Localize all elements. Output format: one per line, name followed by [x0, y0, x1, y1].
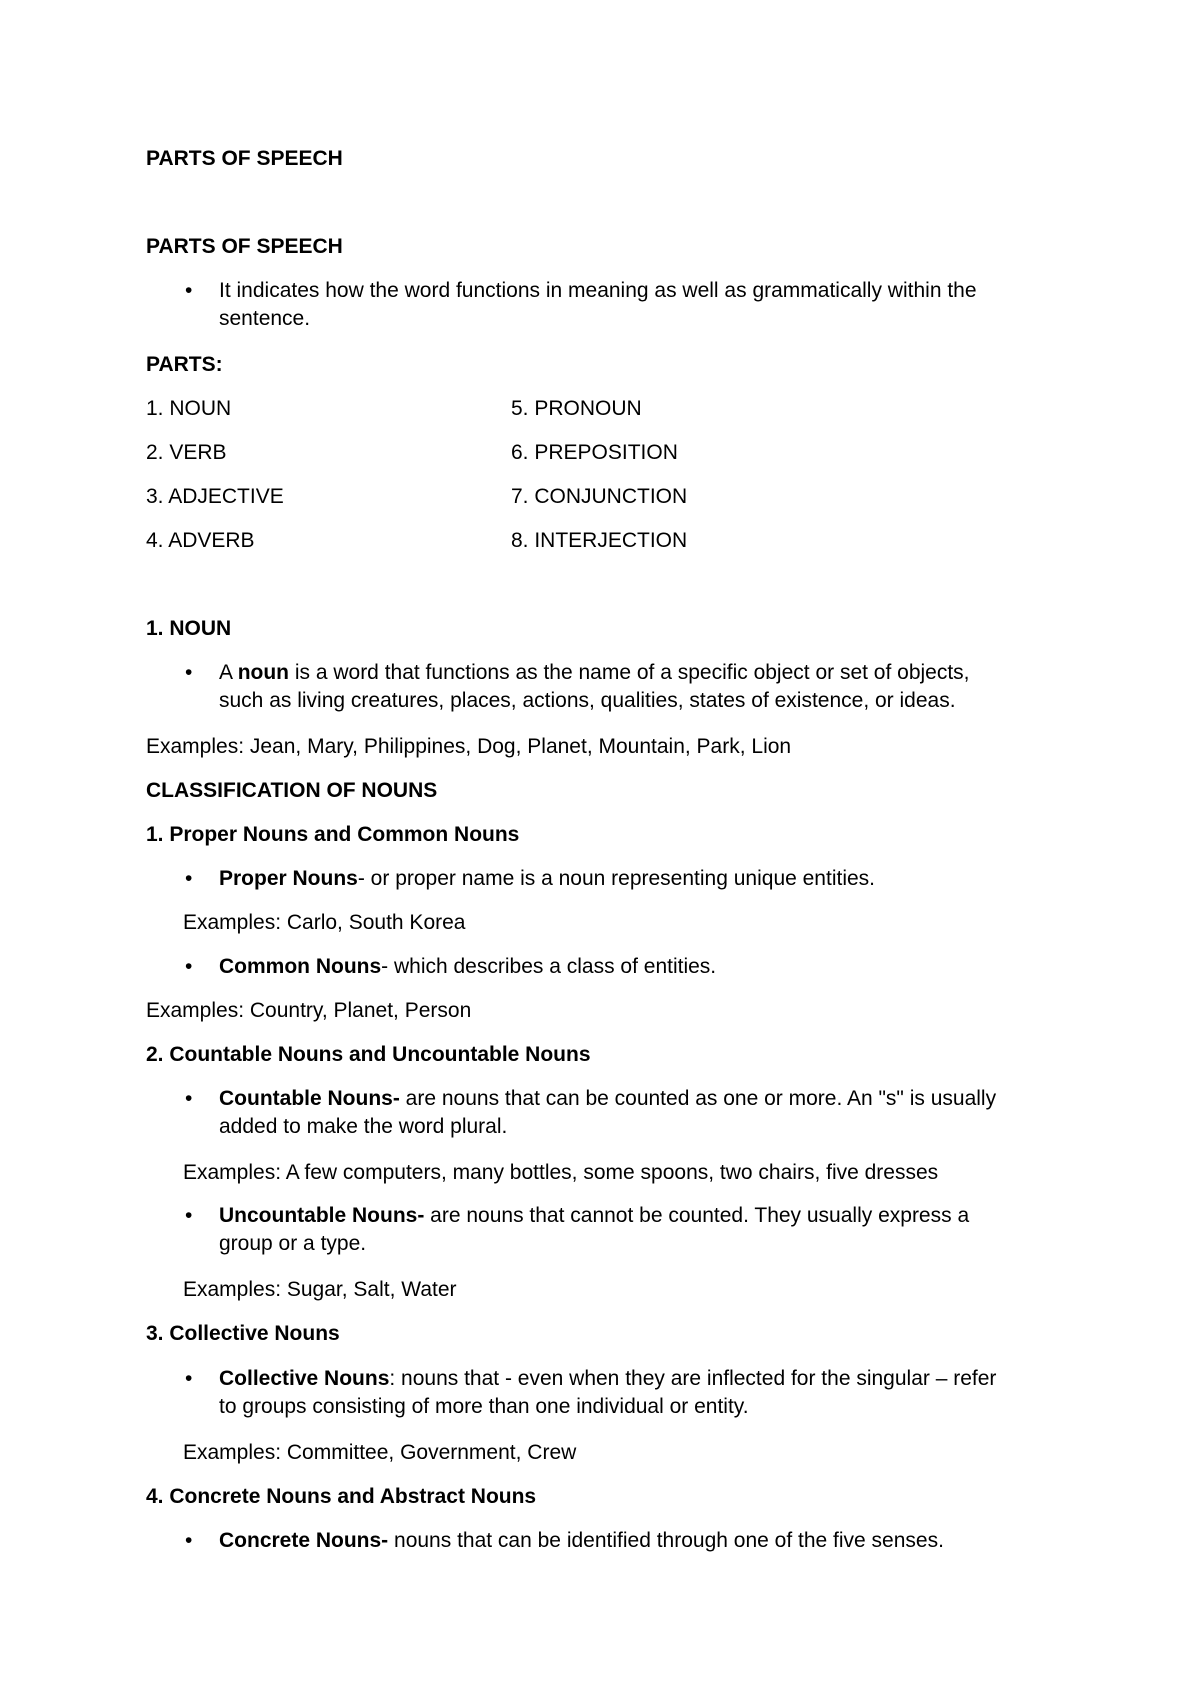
noun-definition-line1	[219, 659, 970, 687]
parts-list-item: 7. CONJUNCTION	[511, 485, 688, 508]
bullet-icon: •	[185, 1087, 193, 1110]
bullet-icon: •	[185, 955, 193, 978]
parts-list-item: 5. PRONOUN	[511, 397, 642, 420]
proper-nouns-term: Proper Nouns	[219, 867, 358, 890]
classification-heading: CLASSIFICATION OF NOUNS	[146, 779, 438, 802]
parts-list-item: 8. INTERJECTION	[511, 529, 688, 552]
uncountable-nouns-term: Uncountable Nouns-	[219, 1204, 425, 1227]
parts-label: PARTS:	[146, 353, 223, 376]
parts-list-item: 6. PREPOSITION	[511, 441, 678, 464]
common-nouns-text: - which describes a class of entities.	[381, 955, 717, 978]
noun-def-bold: noun	[237, 661, 289, 684]
concrete-nouns-definition	[219, 1527, 944, 1555]
bullet-icon: •	[185, 279, 193, 302]
intro-bullet-line2: sentence.	[219, 307, 311, 330]
proper-nouns-text: - or proper name is a noun representing unique entities.	[357, 867, 876, 890]
collective-nouns-term: Collective Nouns	[219, 1367, 390, 1390]
uncountable-nouns-line1	[219, 1202, 969, 1230]
uncountable-nouns-examples: Examples: Sugar, Salt, Water	[183, 1278, 457, 1301]
concrete-nouns-term: Concrete Nouns-	[219, 1529, 389, 1552]
common-nouns-examples: Examples: Country, Planet, Person	[146, 999, 472, 1022]
concrete-abstract-heading: 4. Concrete Nouns and Abstract Nouns	[146, 1485, 537, 1508]
bullet-icon: •	[185, 1204, 193, 1227]
noun-def-text: is a word that functions as the name of a specific object or set of objects,	[289, 661, 970, 684]
countable-nouns-term: Countable Nouns-	[219, 1087, 400, 1110]
document-title: PARTS OF SPEECH	[146, 147, 343, 170]
parts-list-item: 1. NOUN	[146, 397, 232, 420]
common-nouns-term: Common Nouns	[219, 955, 382, 978]
countable-nouns-examples: Examples: A few computers, many bottles, some spoons, two chairs, five dresses	[183, 1161, 939, 1184]
collective-nouns-line1	[219, 1365, 996, 1393]
proper-nouns-examples: Examples: Carlo, South Korea	[183, 911, 466, 934]
uncountable-nouns-text: are nouns that cannot be counted. They usually express a	[424, 1204, 970, 1227]
concrete-nouns-text: nouns that can be identified through one of the five senses.	[388, 1529, 944, 1552]
bullet-icon: •	[185, 867, 193, 890]
collective-nouns-line2: to groups consisting of more than one individual or entity.	[219, 1395, 749, 1418]
countable-nouns-line1	[219, 1085, 996, 1113]
intro-bullet-line1: It indicates how the word functions in meaning as well as grammatically within the	[219, 279, 977, 302]
collective-nouns-examples: Examples: Committee, Government, Crew	[183, 1441, 577, 1464]
countable-nouns-text: are nouns that can be counted as one or more. An "s" is usually	[399, 1087, 997, 1110]
noun-examples: Examples: Jean, Mary, Philippines, Dog, Planet, Mountain, Park, Lion	[146, 735, 792, 758]
parts-list-item: 4. ADVERB	[146, 529, 255, 552]
proper-common-heading: 1. Proper Nouns and Common Nouns	[146, 823, 520, 846]
noun-definition-line2: such as living creatures, places, actions, qualities, states of existence, or ideas.	[219, 689, 956, 712]
noun-def-pre: A	[219, 661, 238, 684]
section-title: PARTS OF SPEECH	[146, 235, 343, 258]
collective-heading: 3. Collective Nouns	[146, 1322, 340, 1345]
proper-nouns-definition	[219, 865, 875, 893]
parts-list-item: 3. ADJECTIVE	[146, 485, 284, 508]
countable-uncountable-heading: 2. Countable Nouns and Uncountable Nouns	[146, 1043, 591, 1066]
noun-heading: 1. NOUN	[146, 617, 232, 640]
bullet-icon: •	[185, 661, 193, 684]
bullet-icon: •	[185, 1529, 193, 1552]
bullet-icon: •	[185, 1367, 193, 1390]
countable-nouns-line2: added to make the word plural.	[219, 1115, 508, 1138]
common-nouns-definition	[219, 953, 716, 981]
uncountable-nouns-line2: group or a type.	[219, 1232, 367, 1255]
collective-nouns-text: : nouns that - even when they are inflected for the singular – refer	[389, 1367, 997, 1390]
parts-list-item: 2. VERB	[146, 441, 227, 464]
